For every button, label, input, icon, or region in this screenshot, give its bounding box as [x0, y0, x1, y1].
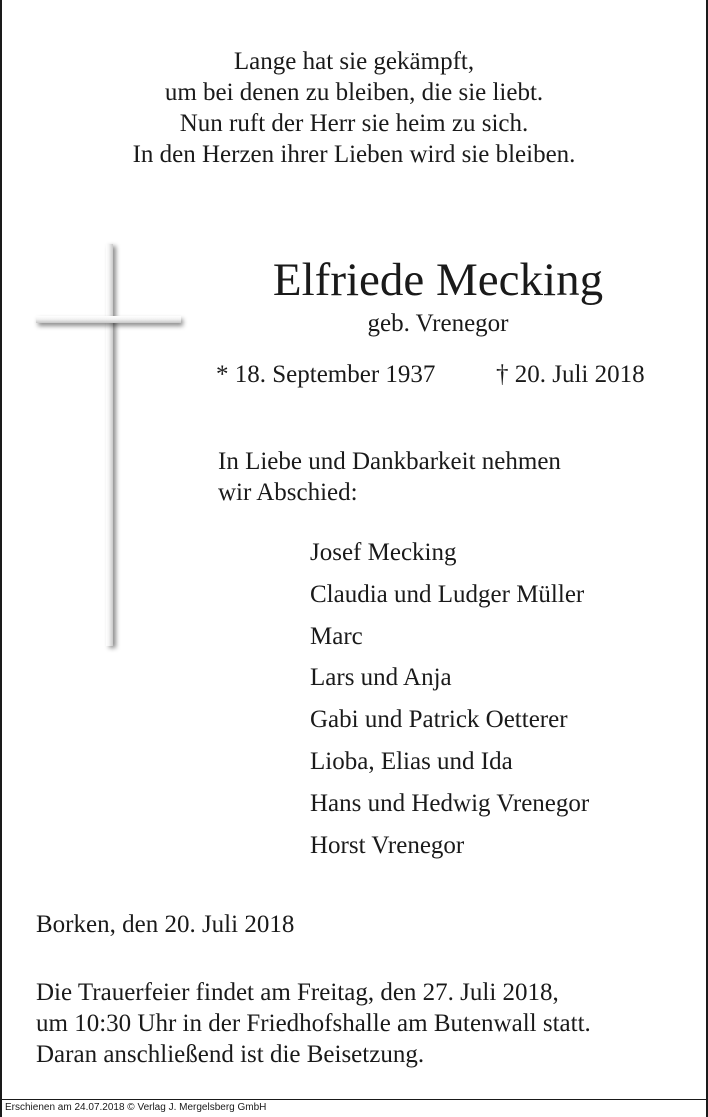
list-item: Horst Vrenegor	[310, 831, 465, 859]
publication-footer: Erschienen am 24.07.2018 © Verlag J. Mergelsberg GmbH	[0, 1099, 708, 1117]
funeral-line: Die Trauerfeier findet am Freitag, den 27. Juli 2018,	[36, 979, 559, 1006]
funeral-line: Daran anschließend ist die Beisetzung.	[36, 1041, 425, 1068]
poem-line: um bei denen zu bleiben, die sie liebt.	[164, 79, 544, 106]
cross-vertical-beam	[106, 244, 113, 646]
mourners-list	[310, 537, 589, 871]
list-item: Marc	[310, 622, 363, 650]
death-date: † 20. Juli 2018	[496, 361, 645, 388]
farewell-text	[218, 446, 561, 508]
poem	[0, 46, 708, 170]
list-item: Claudia und Ludger Müller	[310, 580, 585, 608]
list-item: Gabi und Patrick Oetterer	[310, 706, 568, 734]
maiden-name: geb. Vrenegor	[367, 310, 509, 337]
place-date: Borken, den 20. Juli 2018	[36, 911, 295, 938]
poem-line: Lange hat sie gekämpft,	[233, 48, 475, 75]
birth-date: * 18. September 1937	[216, 361, 436, 388]
cross-icon	[36, 244, 186, 649]
list-item: Hans und Hedwig Vrenegor	[310, 789, 590, 817]
list-item: Lioba, Elias und Ida	[310, 747, 513, 775]
poem-line: Nun ruft der Herr sie heim zu sich.	[179, 110, 529, 137]
list-item: Josef Mecking	[310, 539, 457, 566]
funeral-info	[36, 977, 591, 1070]
cross-horizontal-beam	[36, 316, 181, 323]
poem-line: In den Herzen ihrer Lieben wird sie bleiben.	[132, 141, 576, 168]
farewell-line: In Liebe und Dankbarkeit nehmen	[218, 448, 561, 475]
farewell-line: wir Abschied:	[218, 479, 358, 506]
deceased-name: Elfriede Mecking	[272, 254, 604, 306]
funeral-line: um 10:30 Uhr in der Friedhofshalle am Butenwall statt.	[36, 1010, 591, 1037]
list-item: Lars und Anja	[310, 664, 452, 692]
